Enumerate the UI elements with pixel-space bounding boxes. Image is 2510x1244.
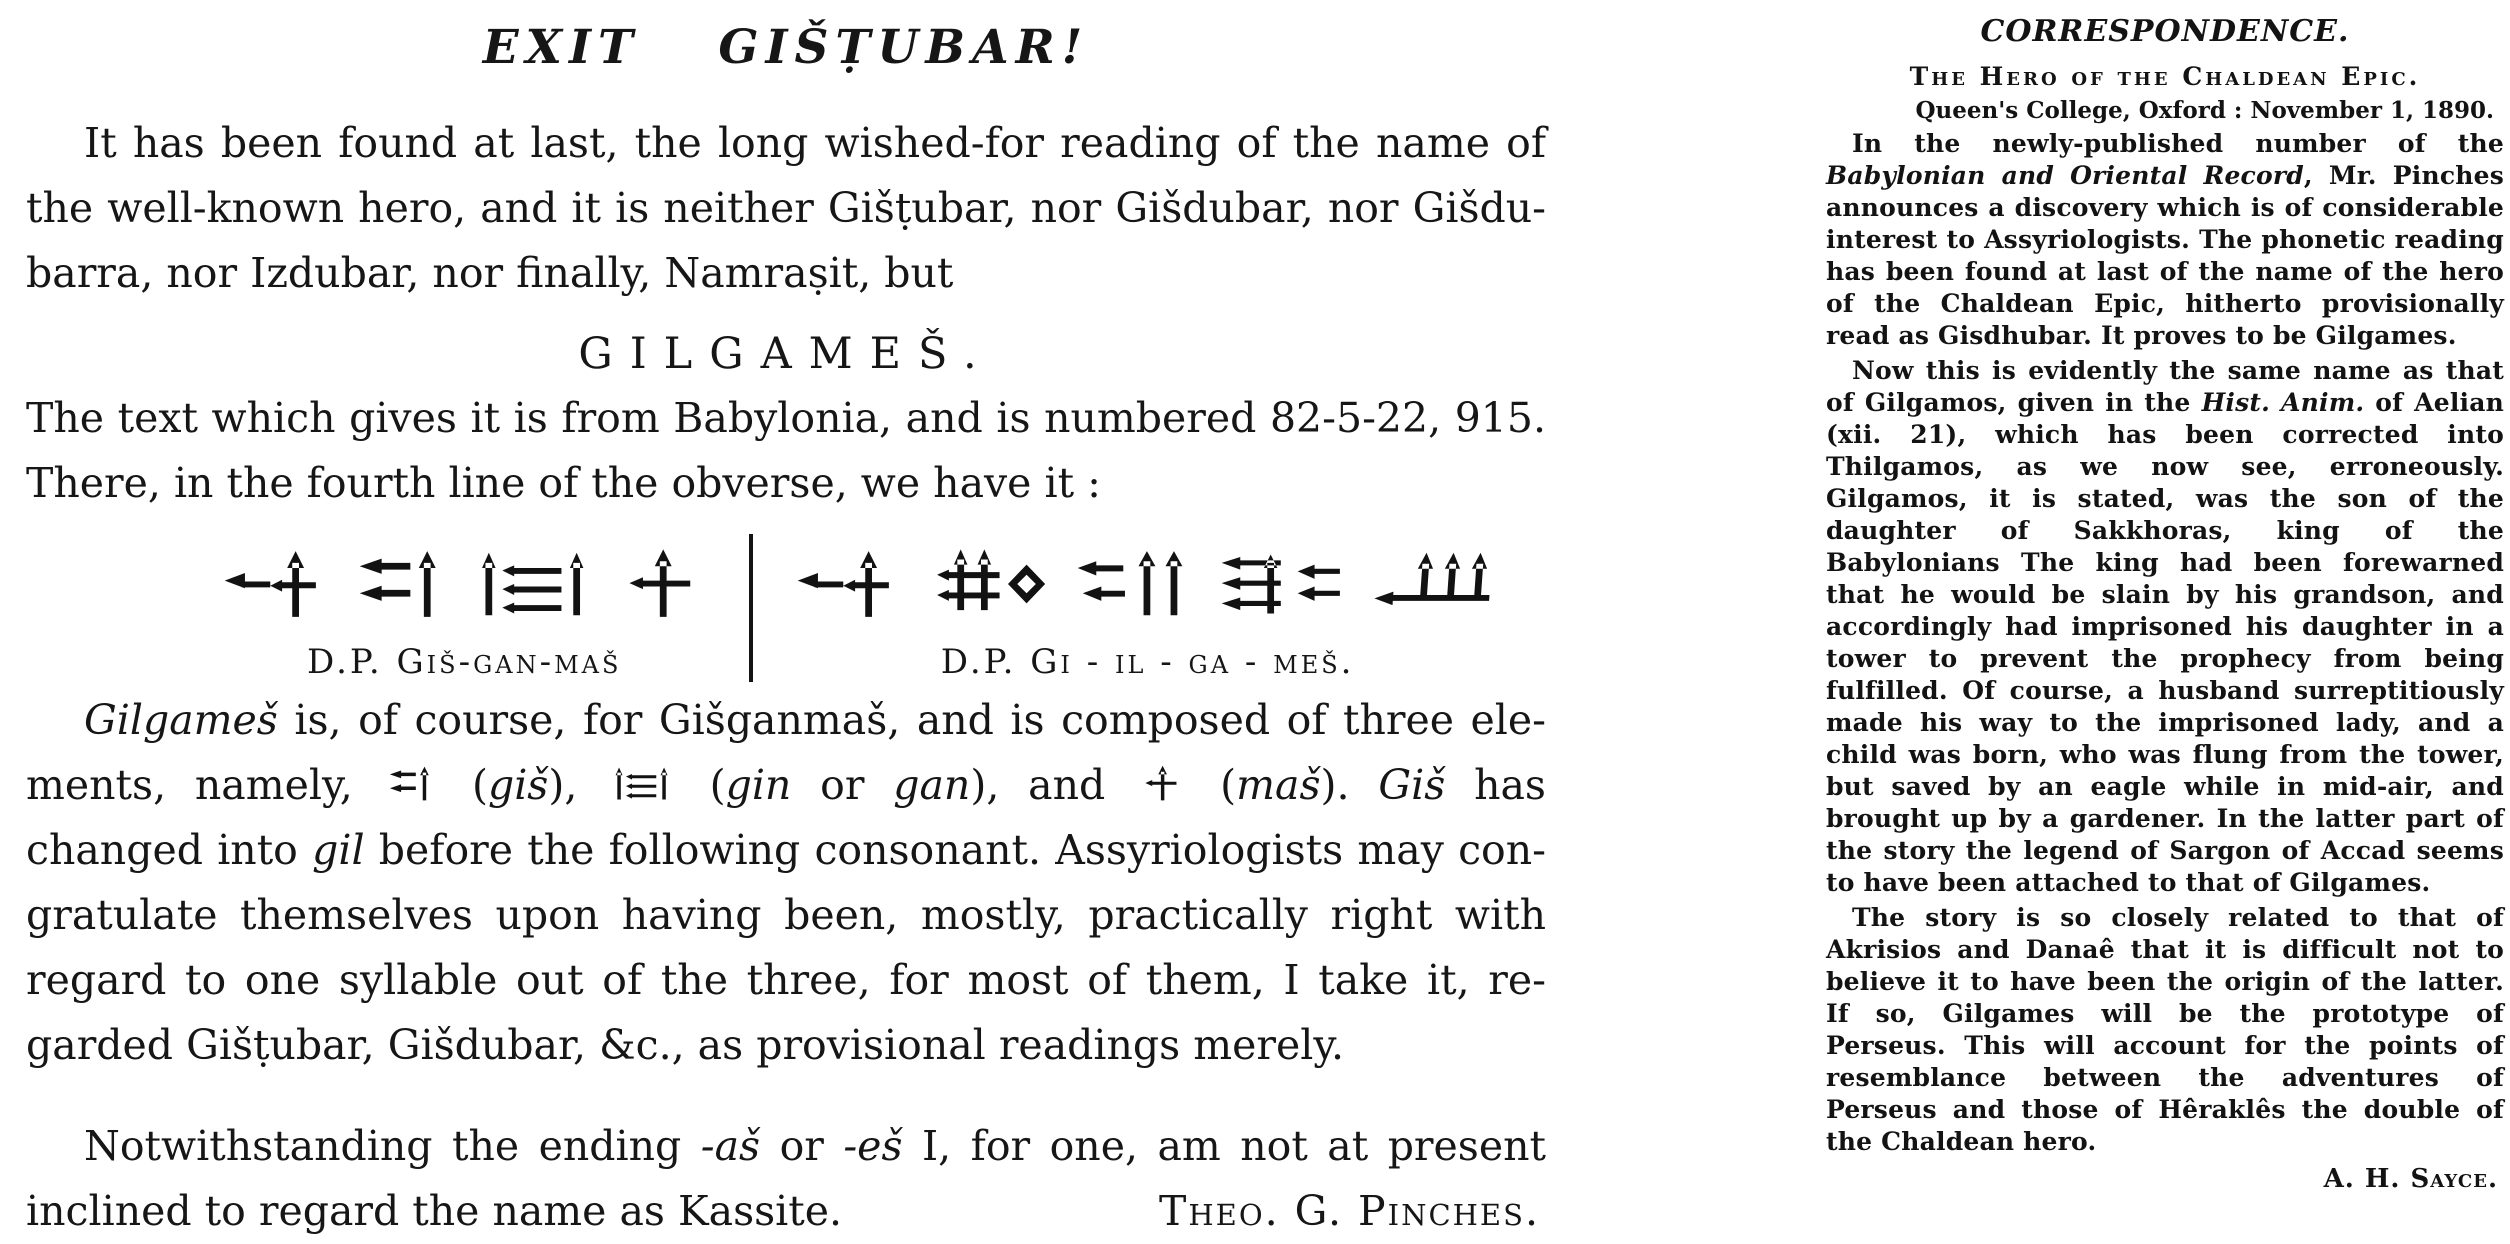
cuneiform-signs-row: [783, 534, 1513, 634]
article-title: EXIT GIŠṬUBAR!: [482, 20, 1090, 75]
letter-title: The Hero of the Chaldean Epic.: [1909, 62, 2421, 91]
cuneiform-divider: [749, 534, 753, 682]
transliteration-right: D.P. Gi - il - ga - meš.: [940, 642, 1355, 682]
author-signature-pinches: Theo. G. Pinches.: [1159, 1187, 1540, 1235]
text-line: ments, namely, (giš), (gin or gan), and (maš). Giš has: [26, 761, 1546, 809]
transliteration-left: D.P. Giš-gan-maš: [307, 642, 622, 682]
cuneiform-sign-gi-icon: [932, 546, 1050, 622]
text-line: gratulate themselves upon having been, mostly, practically right with: [26, 891, 1546, 939]
cuneiform-sign-gan-icon: [477, 546, 595, 622]
cuneiform-sign-dingir-icon: [223, 546, 333, 622]
cuneiform-sign-il-icon: [1076, 546, 1194, 622]
text-line: Notwithstanding the ending -aš or -eš I, for one, am not at present: [84, 1122, 1546, 1170]
cuneiform-group-right: [783, 534, 1513, 682]
cuneiform-sign-ga-icon: [1220, 546, 1347, 622]
text-line: [26, 1179, 1546, 1244]
main-article: [26, 0, 1546, 1244]
correspondence-column: [1826, 14, 2504, 1194]
text-line: It has been found at last, the long wished-for reading of the name of: [84, 119, 1546, 167]
gilgames-heading: GILGAMEŠ.: [578, 329, 994, 379]
text-line: garded Gišṭubar, Gišdubar, &c., as provisional readings merely.: [26, 1021, 1345, 1069]
text-line: regard to one syllable out of the three, for most of them, I take it, re-: [26, 956, 1546, 1004]
dateline: Queen's College, Oxford : November 1, 1890.: [1915, 97, 2494, 124]
letter-paragraph-3: The story is so closely related to that of Akrisios and Danaê that it is difficult not to believe it to have been the origin of the latter. If so, Gilgames will be the prototype of Perseus. This will account for the points of resemblance between the adventures of Perseus and those of Hêraklês the double of the Chaldean hero.: [1826, 903, 2504, 1156]
cuneiform-sign-dingir-icon: [796, 546, 906, 622]
paragraph-2: [26, 386, 1546, 516]
cuneiform-sign-gis-icon: [358, 546, 451, 622]
letter-paragraph-2: Now this is evidently the same name as that of Gilgamos, given in the Hist. Anim. of Aelian (xii. 21), which has been corrected into Thilgamos, as we now see, erroneously. Gilgamos, it is stated, was the son of the daughter of Sakkhoras, king of the Babylonians The king had been forewarned that he would be slain by his grandson, and accordingly had imprisoned his daughter in a tower to prevent the prophecy from being fulfilled. Of course, a husband surreptitiously made his way to the imprisoned lady, and a child was born, who was flung from the tower, but saved by an eagle while in mid-air, and brought up by a gardener. In the latter part of the story the legend of Sargon of Accad seems to have been attached to that of Gilgames.: [1826, 356, 2505, 897]
paragraph-3: [26, 688, 1546, 1078]
paragraph-4: [26, 1114, 1546, 1244]
text-line: changed into gil before the following consonant. Assyriologists may con-: [26, 826, 1547, 874]
letter-paragraph-1: In the newly-published number of the Babylonian and Oriental Record, Mr. Pinches announces a discovery which is of considerable interest to Assyriologists. The phonetic reading has been found at last of the name of the hero of the Chaldean Epic, hitherto provisionally read as Gisdhubar. It proves to be Gilgames.: [1826, 129, 2504, 350]
cuneiform-sign-mas-icon: [621, 546, 705, 622]
text-line: There, in the fourth line of the obverse, we have it :: [26, 459, 1101, 507]
cuneiform-group-left: [210, 534, 719, 682]
cuneiform-sign-gis-icon: [389, 764, 437, 803]
cuneiform-sign-mas-icon: [1141, 764, 1184, 803]
closing-text: inclined to regard the name as Kassite.: [26, 1187, 843, 1235]
text-line: the well-known hero, and it is neither Gišṭubar, nor Gišdubar, nor Gišdu-: [26, 184, 1546, 232]
cuneiform-sign-gan-icon: [613, 764, 674, 803]
section-title: CORRESPONDENCE.: [1980, 14, 2350, 49]
text-line: Gilgameš is, of course, for Gišganmaš, and is composed of three ele-: [84, 696, 1546, 744]
paragraph-1: [26, 111, 1546, 306]
author-signature-sayce: A. H. Sayce.: [2323, 1164, 2498, 1194]
text-line: barra, nor Izdubar, nor finally, Namraṣit, but: [26, 249, 954, 297]
cuneiform-quotation: [176, 534, 1546, 682]
cuneiform-signs-row: [210, 534, 719, 634]
text-line: The text which gives it is from Babylonia, and is numbered 82-5-22, 915.: [26, 394, 1546, 442]
cuneiform-sign-mes-icon: [1373, 546, 1500, 622]
